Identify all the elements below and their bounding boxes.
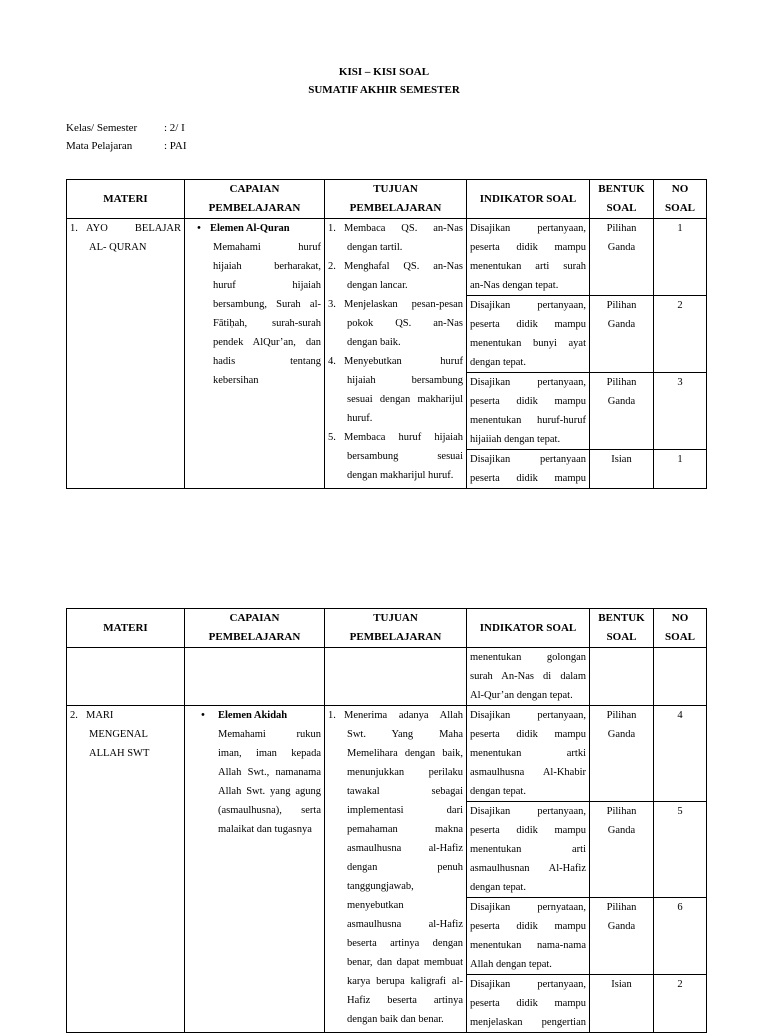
col-bentuk: BENTUK SOAL [590, 609, 654, 648]
bentuk-cell: Pilihan Ganda [590, 296, 654, 373]
tujuan-cell: 1. Membaca QS. an-Nas dengan tartil. 2. Menghafal QS. an-Nas dengan lancar. 3. Menjelaskan pesan-pesan pokok QS. an-Nas dengan baik. 4. Menyebutkan huruf hijaiah bersambung sesuai dengan makharijul huruf. 5. Membaca huruf hijaiah bersambung sesuai dengan makharijul huruf. [325, 219, 467, 489]
meta-kelas [66, 122, 185, 134]
materi-line: 2. MARI [70, 710, 114, 721]
doc-subtitle: SUMATIF AKHIR SEMESTER [308, 84, 460, 96]
materi-cell: 2. MARI MENGENAL ALLAH SWT [67, 706, 185, 1033]
col-no: NO SOAL [654, 180, 707, 219]
materi-line: 1. AYO BELAJAR [70, 223, 181, 234]
indikator-cell: Disajikan pertanyaan, peserta didik mampu menentukan arti surah an-Nas dengan tepat. [467, 219, 590, 296]
capaian-cell: • Elemen Al-Quran Memahami huruf hijaiah berharakat, huruf hijaiah bersambung, Surah al- Fātiḥah, surah-surah pendek AlQur’an, dan hadis tentang kebersihan [185, 219, 325, 489]
materi-cell [67, 219, 185, 489]
indikator-cell: menentukan golongan surah An-Nas di dalam Al-Qur’an dengan tepat. [467, 648, 590, 706]
col-indikator: INDIKATOR SOAL [467, 180, 590, 219]
no-cell: 5 [654, 802, 707, 898]
indikator-cell: Disajikan pernyataan, peserta didik mampu menentukan nama-nama Allah dengan tepat. [467, 898, 590, 975]
no-cell: 2 [654, 975, 707, 1033]
table-header-row [67, 180, 707, 219]
mapel-value: : PAI [164, 140, 187, 152]
col-tujuan: TUJUAN PEMBELAJARAN [325, 609, 467, 648]
col-capaian: CAPAIAN PEMBELAJARAN [185, 180, 325, 219]
elemen-label: • Elemen Al-Quran [197, 223, 290, 234]
no-cell: 4 [654, 706, 707, 802]
col-indikator: INDIKATOR SOAL [467, 609, 590, 648]
bentuk-cell: Pilihan Ganda [590, 219, 654, 296]
no-cell: 1 [654, 219, 707, 296]
capaian-cell: • Elemen Akidah Memahami rukun iman, iman kepada Allah Swt., namanama Allah Swt. yang agung (asmaulhusna), serta malaikat dan tugasnya [185, 706, 325, 1033]
kisi-table-1 [66, 179, 707, 489]
no-cell: 3 [654, 373, 707, 450]
table-row [67, 219, 707, 296]
col-bentuk: BENTUK SOAL [590, 180, 654, 219]
bentuk-cell: Pilihan Ganda [590, 706, 654, 802]
col-materi: MATERI [67, 609, 185, 648]
indikator-cell: Disajikan pertanyaan, peserta didik mampu menentukan huruf-huruf hijaiiah dengan tepat. [467, 373, 590, 450]
elemen-label: • Elemen Akidah [201, 710, 288, 721]
table-row [67, 706, 707, 802]
doc-title: KISI – KISI SOAL [338, 66, 430, 78]
bentuk-cell: Isian [590, 975, 654, 1033]
col-materi: MATERI [67, 180, 185, 219]
kelas-label: Kelas/ Semester [66, 122, 138, 134]
indikator-cell: Disajikan pertanyaan peserta didik mampu [467, 450, 590, 489]
bentuk-cell: Pilihan Ganda [590, 898, 654, 975]
table-row-continued [67, 648, 707, 706]
bentuk-cell: Isian [590, 450, 654, 489]
col-capaian: CAPAIAN PEMBELAJARAN [185, 609, 325, 648]
no-cell: 6 [654, 898, 707, 975]
materi-line: AL- QURAN [89, 242, 147, 253]
mapel-label: Mata Pelajaran [66, 140, 133, 152]
col-tujuan: TUJUAN PEMBELAJARAN [325, 180, 467, 219]
bentuk-cell: Pilihan Ganda [590, 373, 654, 450]
kisi-table-2 [66, 608, 707, 1033]
bentuk-cell: Pilihan Ganda [590, 802, 654, 898]
indikator-cell: Disajikan pertanyaan, peserta didik mampu menjelaskan pengertian [467, 975, 590, 1033]
indikator-cell: Disajikan pertanyaan, peserta didik mampu menentukan artki asmaulhusna Al-Khabir dengan tepat. [467, 706, 590, 802]
table-header-row [67, 609, 707, 648]
kelas-value: : 2/ I [164, 122, 185, 134]
indikator-cell: Disajikan pertanyaan, peserta didik mampu menentukan bunyi ayat dengan tepat. [467, 296, 590, 373]
no-cell: 1 [654, 450, 707, 489]
no-cell: 2 [654, 296, 707, 373]
col-no: NO SOAL [654, 609, 707, 648]
indikator-cell: Disajikan pertanyaan, peserta didik mampu menentukan arti asmaulhusnan Al-Hafiz dengan tepat. [467, 802, 590, 898]
tujuan-cell: 1. Menerima adanya Allah Swt. Yang Maha Memelihara dengan baik, menunjukkan perilaku tawakal sebagai implementasi dari pemahaman makna asmaulhusna al-Hafiz dengan penuh tanggungjawab, menyebutkan asmaulhusna al-Hafiz beserta artinya dengan benar, dan dapat membuat karya berupa kaligrafi al- Hafiz beserta artinya dengan baik dan benar. [325, 706, 467, 1033]
meta-mapel [66, 140, 187, 152]
